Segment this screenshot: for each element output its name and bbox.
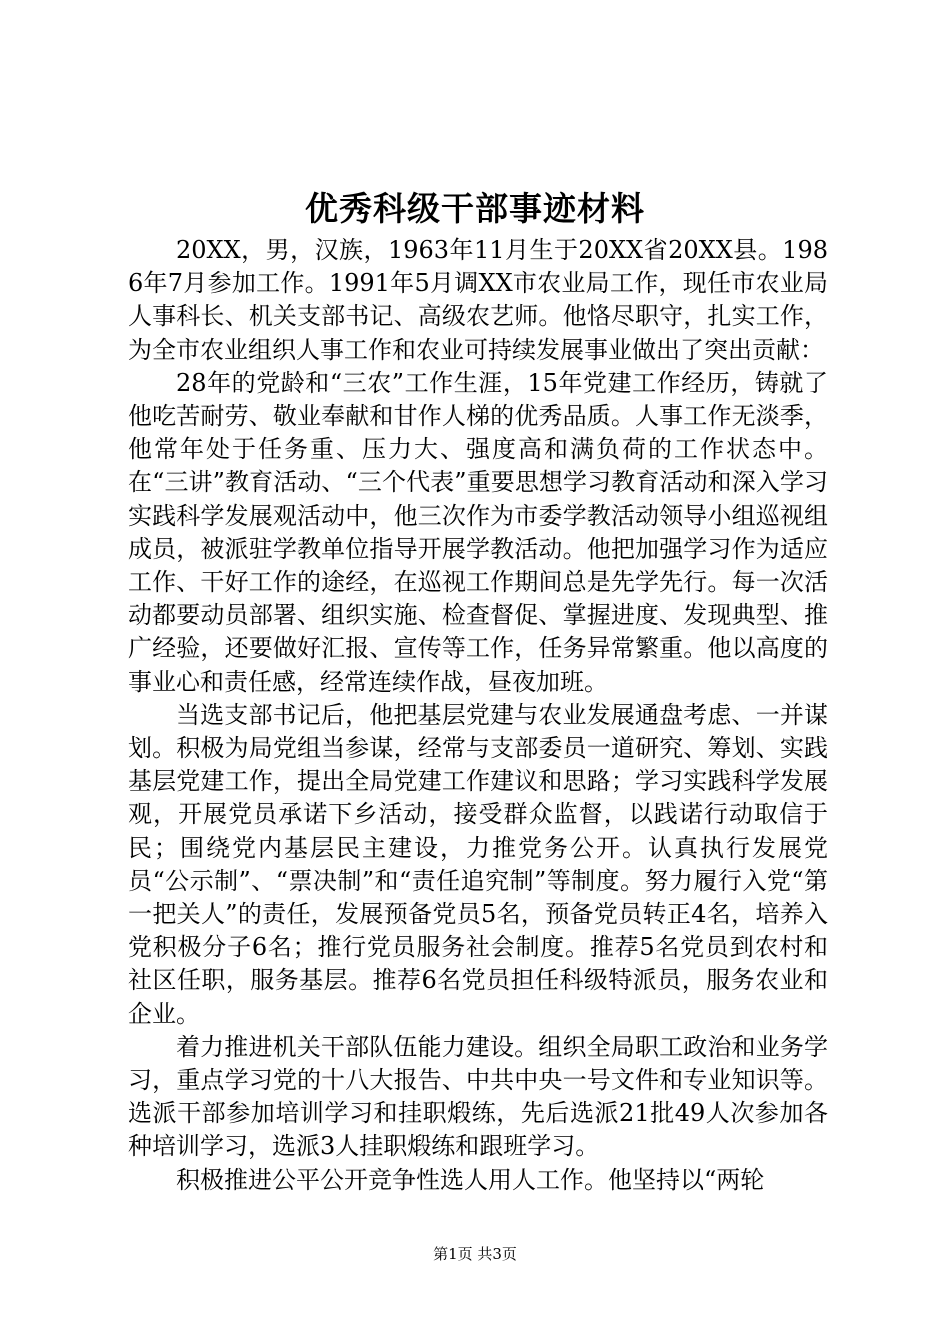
page-footer: 第1页 共3页 — [433, 1245, 517, 1263]
paragraph-capacity-building: 着力推进机关干部队伍能力建设。组织全局职工政治和业务学习，重点学习党的十八大报告、中共中央一号文件和专业知识等。选派干部参加培训学习和挂职煅练，先后选派21批49人次参加各种培训学习，选派3人挂职煅练和跟班学习。 — [128, 1032, 828, 1161]
paragraph-party-career: 28年的党龄和“三农”工作生涯，15年党建工作经历，铸就了他吃苦耐劳、敬业奉献和甘作人梯的优秀品质。人事工作无淡季，他常年处于任务重、压力大、强度高和满负荷的工作状态中。在“三讲”教育活动、“三个代表”重要思想学习教育活动和深入学习实践科学发展观活动中，他三次作为市委学教活动领导小组巡视组成员，被派驻学教单位指导开展学教活动。他把加强学习作为适应工作、干好工作的途经，在巡视工作期间总是先学先行。每一次活动都要动员部署、组织实施、检查督促、掌握进度、发现典型、推广经验，还要做好汇报、宣传等工作，任务异常繁重。他以高度的事业心和责任感，经常连续作战，昼夜加班。 — [128, 368, 828, 696]
document-body — [128, 234, 828, 1197]
paragraph-selection-work: 积极推进公平公开竞争性选人用人工作。他坚持以“两轮 — [176, 1165, 765, 1194]
paragraph-branch-secretary: 当选支部书记后，他把基层党建与农业发展通盘考虑、一并谋划。积极为局党组当参谋，经常与支部委员一道研究、筹划、实践基层党建工作，提出全局党建工作建议和思路；学习实践科学发展观，开展党员承诺下乡活动，接受群众监督，以践诺行动取信于民；围绕党内基层民主建设，力推党务公开。认真执行发展党员“公示制”、“票决制”和“责任追究制”等制度。努力履行入党“第一把关人”的责任，发展预备党员5名，预备党员转正4名，培养入党积极分子6名；推行党员服务社会制度。推荐5名党员到农村和社区任职，服务基层。推荐6名党员担任科级特派员，服务农业和企业。 — [128, 700, 828, 1028]
paragraph-intro: 20XX，男，汉族，1963年11月生于20XX省20XX县。1986年7月参加工作。1991年5月调XX市农业局工作，现任市农业局人事科长、机关支部书记、高级农艺师。他恪尽职守，扎实工作，为全市农业组织人事工作和农业可持续发展事业做出了突出贡献： — [128, 236, 828, 364]
document-title: 优秀科级干部事迹材料 — [305, 189, 645, 228]
